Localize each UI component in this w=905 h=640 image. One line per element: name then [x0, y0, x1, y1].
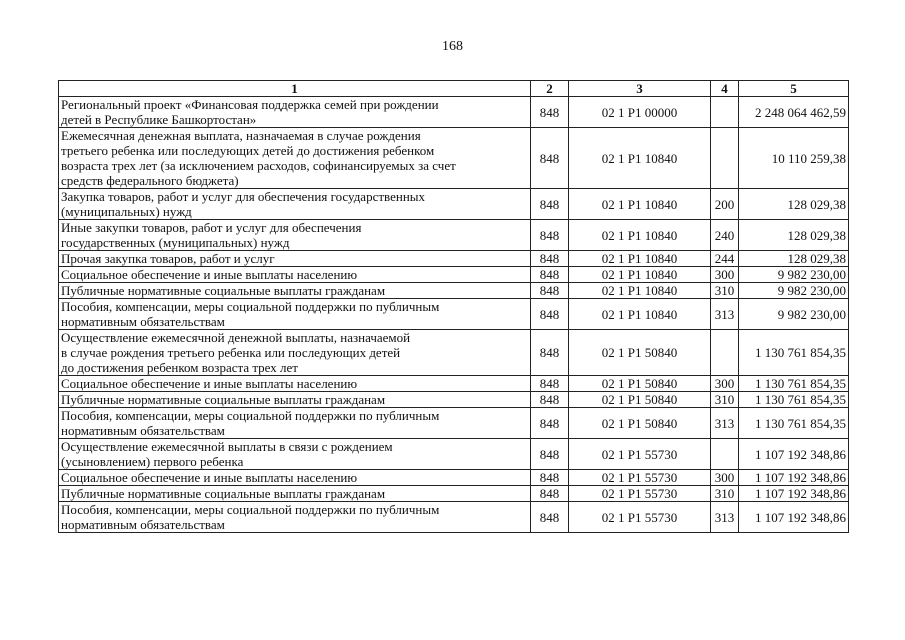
cell-amount: 10 110 259,38 — [739, 128, 849, 189]
cell-name-text: Публичные нормативные социальные выплаты гражданам — [61, 283, 386, 298]
cell-name — [59, 330, 531, 376]
header-col-1: 1 — [59, 81, 531, 97]
cell-ministry: 848 — [531, 299, 569, 330]
cell-name — [59, 439, 531, 470]
cell-name-text: Региональный проект «Финансовая поддержка семей при рождении детей в Республике Башкортостан» — [61, 97, 439, 127]
cell-name-text: Закупка товаров, работ и услуг для обеспечения государственных (муниципальных) нужд — [61, 189, 426, 219]
cell-amount: 1 130 761 854,35 — [739, 330, 849, 376]
cell-amount: 1 107 192 348,86 — [739, 470, 849, 486]
cell-code: 02 1 P1 10840 — [569, 220, 711, 251]
cell-name-text: Пособия, компенсации, меры социальной поддержки по публичным нормативным обязательствам — [61, 502, 440, 532]
cell-code: 02 1 P1 55730 — [569, 486, 711, 502]
table-row — [59, 251, 849, 267]
cell-type: 200 — [711, 189, 739, 220]
cell-name — [59, 299, 531, 330]
table-row — [59, 220, 849, 251]
cell-amount: 1 130 761 854,35 — [739, 408, 849, 439]
cell-type: 310 — [711, 486, 739, 502]
table-row — [59, 470, 849, 486]
cell-type: 310 — [711, 283, 739, 299]
cell-name-text: Публичные нормативные социальные выплаты гражданам — [61, 392, 386, 407]
cell-name — [59, 486, 531, 502]
cell-name-text: Осуществление ежемесячной выплаты в связи с рождением (усыновлением) первого ребенка — [61, 439, 393, 469]
cell-ministry: 848 — [531, 220, 569, 251]
cell-name-text: Ежемесячная денежная выплата, назначаемая в случае рождения третьего ребенка или последующих детей до достижения ребенком возраста трех лет (за исключением расходов, софинансируемых за счет средств федерального бюджета) — [61, 128, 456, 188]
table-row — [59, 97, 849, 128]
table-row — [59, 189, 849, 220]
cell-type — [711, 128, 739, 189]
cell-name — [59, 283, 531, 299]
table-header-row — [59, 81, 849, 97]
cell-amount: 1 130 761 854,35 — [739, 392, 849, 408]
cell-code: 02 1 P1 10840 — [569, 128, 711, 189]
cell-ministry: 848 — [531, 251, 569, 267]
cell-amount: 128 029,38 — [739, 251, 849, 267]
cell-amount: 128 029,38 — [739, 189, 849, 220]
cell-name — [59, 408, 531, 439]
cell-name-text: Социальное обеспечение и иные выплаты населению — [61, 267, 358, 282]
cell-amount: 9 982 230,00 — [739, 267, 849, 283]
cell-code: 02 1 P1 10840 — [569, 189, 711, 220]
cell-amount: 9 982 230,00 — [739, 299, 849, 330]
cell-ministry: 848 — [531, 439, 569, 470]
cell-ministry: 848 — [531, 128, 569, 189]
cell-type — [711, 330, 739, 376]
table-row — [59, 299, 849, 330]
cell-name-text: Пособия, компенсации, меры социальной поддержки по публичным нормативным обязательствам — [61, 408, 440, 438]
cell-code: 02 1 P1 50840 — [569, 330, 711, 376]
cell-type: 313 — [711, 299, 739, 330]
table-row — [59, 330, 849, 376]
cell-code: 02 1 P1 10840 — [569, 251, 711, 267]
header-col-5: 5 — [739, 81, 849, 97]
cell-amount: 1 107 192 348,86 — [739, 439, 849, 470]
table-row — [59, 486, 849, 502]
cell-ministry: 848 — [531, 392, 569, 408]
cell-amount: 1 107 192 348,86 — [739, 486, 849, 502]
cell-name — [59, 97, 531, 128]
cell-type — [711, 439, 739, 470]
table-row — [59, 439, 849, 470]
cell-name-text: Иные закупки товаров, работ и услуг для обеспечения государственных (муниципальных) нужд — [61, 220, 362, 250]
table-row — [59, 502, 849, 533]
cell-type: 310 — [711, 392, 739, 408]
header-col-4: 4 — [711, 81, 739, 97]
cell-amount: 128 029,38 — [739, 220, 849, 251]
header-col-2: 2 — [531, 81, 569, 97]
table-row — [59, 283, 849, 299]
cell-ministry: 848 — [531, 330, 569, 376]
cell-name-text: Прочая закупка товаров, работ и услуг — [61, 251, 275, 266]
cell-amount: 1 130 761 854,35 — [739, 376, 849, 392]
cell-ministry: 848 — [531, 376, 569, 392]
cell-code: 02 1 P1 55730 — [569, 470, 711, 486]
budget-table — [58, 80, 849, 533]
cell-code: 02 1 P1 10840 — [569, 283, 711, 299]
table-row — [59, 408, 849, 439]
cell-name-text: Социальное обеспечение и иные выплаты населению — [61, 470, 358, 485]
cell-name — [59, 267, 531, 283]
cell-code: 02 1 P1 50840 — [569, 376, 711, 392]
page-number: 168 — [442, 39, 463, 54]
table-row — [59, 376, 849, 392]
cell-code: 02 1 P1 55730 — [569, 439, 711, 470]
cell-name — [59, 128, 531, 189]
cell-amount: 9 982 230,00 — [739, 283, 849, 299]
cell-code: 02 1 P1 10840 — [569, 267, 711, 283]
cell-name — [59, 189, 531, 220]
cell-name-text: Осуществление ежемесячной денежной выплаты, назначаемой в случае рождения третьего ребенка или последующих детей до достижения ребенком возраста трех лет — [61, 330, 411, 375]
table-row — [59, 267, 849, 283]
cell-type: 240 — [711, 220, 739, 251]
header-col-3: 3 — [569, 81, 711, 97]
cell-name — [59, 392, 531, 408]
cell-code: 02 1 P1 00000 — [569, 97, 711, 128]
cell-name — [59, 251, 531, 267]
cell-amount: 1 107 192 348,86 — [739, 502, 849, 533]
cell-name-text: Социальное обеспечение и иные выплаты населению — [61, 376, 358, 391]
table-row — [59, 392, 849, 408]
cell-name — [59, 376, 531, 392]
cell-type: 244 — [711, 251, 739, 267]
cell-name — [59, 220, 531, 251]
cell-name-text: Публичные нормативные социальные выплаты гражданам — [61, 486, 386, 501]
cell-ministry: 848 — [531, 486, 569, 502]
cell-ministry: 848 — [531, 283, 569, 299]
cell-code: 02 1 P1 10840 — [569, 299, 711, 330]
cell-name-text: Пособия, компенсации, меры социальной поддержки по публичным нормативным обязательствам — [61, 299, 440, 329]
cell-type: 300 — [711, 470, 739, 486]
cell-type: 300 — [711, 376, 739, 392]
cell-type: 313 — [711, 502, 739, 533]
cell-ministry: 848 — [531, 97, 569, 128]
cell-ministry: 848 — [531, 470, 569, 486]
cell-ministry: 848 — [531, 267, 569, 283]
table-row — [59, 128, 849, 189]
cell-code: 02 1 P1 55730 — [569, 502, 711, 533]
cell-code: 02 1 P1 50840 — [569, 408, 711, 439]
cell-type — [711, 97, 739, 128]
cell-ministry: 848 — [531, 408, 569, 439]
cell-ministry: 848 — [531, 189, 569, 220]
cell-type: 313 — [711, 408, 739, 439]
cell-name — [59, 502, 531, 533]
cell-ministry: 848 — [531, 502, 569, 533]
cell-code: 02 1 P1 50840 — [569, 392, 711, 408]
cell-name — [59, 470, 531, 486]
cell-type: 300 — [711, 267, 739, 283]
cell-amount: 2 248 064 462,59 — [739, 97, 849, 128]
